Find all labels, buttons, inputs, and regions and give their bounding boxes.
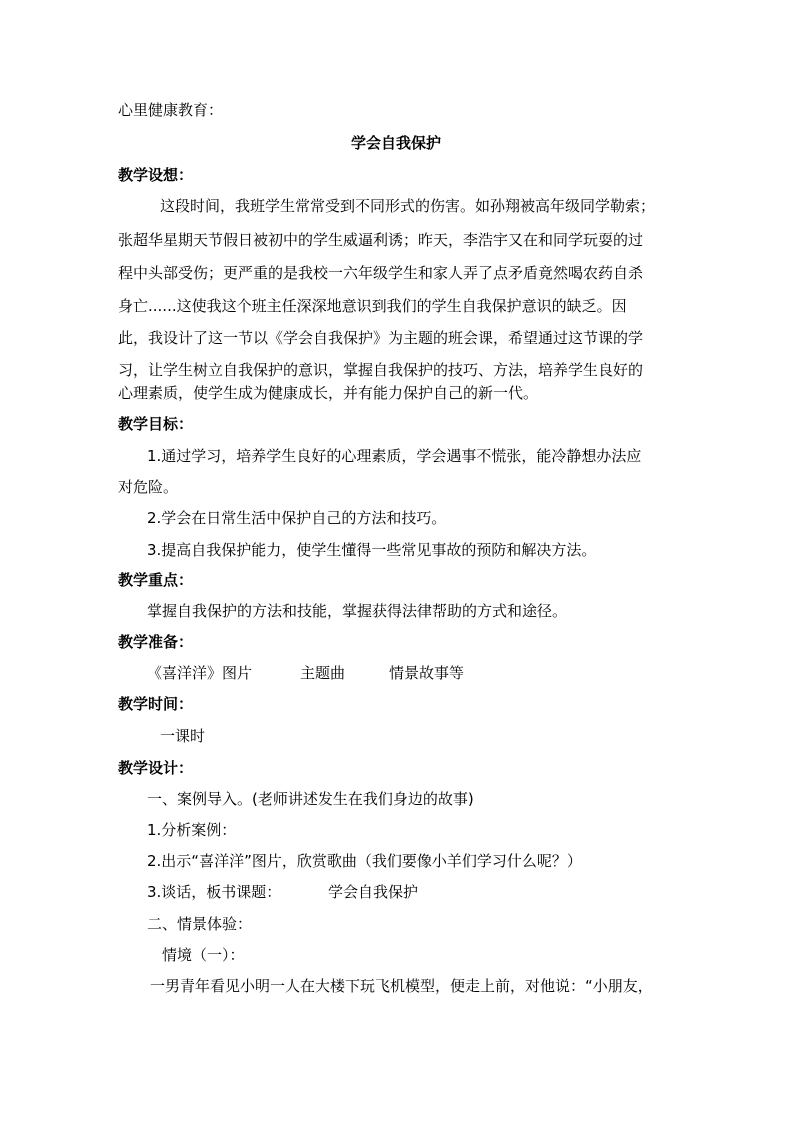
- design-step-topic: 学会自我保护: [328, 883, 419, 901]
- heading-key-points: 教学重点：: [118, 571, 194, 589]
- paragraph-line: 张超华星期天节假日被初中的学生威逼利诱；昨天，李浩宇又在和同学玩耍的过: [118, 231, 644, 249]
- paragraph-line: 习，让学生树立自我保护的意识，掌握自我保护的技巧、方法，培养学生良好的: [118, 361, 644, 379]
- goal-item: 2.学会在日常生活中保护自己的方法和技巧。: [147, 509, 447, 527]
- paragraph-line: 程中头部受伤；更严重的是我校一六年级学生和家人弄了点矛盾竟然喝农药自杀: [118, 264, 644, 282]
- paragraph-line: 身亡......这使我这个班主任深深地意识到我们的学生自我保护意识的缺乏。因: [118, 297, 627, 315]
- heading-time: 教学时间：: [118, 695, 194, 713]
- scenario-text: 一男青年看见小明一人在大楼下玩飞机模型，便走上前，对他说：“小朋友，: [150, 977, 653, 995]
- scenario-label: 情境（一）：: [162, 946, 245, 964]
- design-step: 2.出示“喜洋洋”图片，欣赏歌曲（我们要像小羊们学习什么呢？）: [147, 852, 582, 870]
- key-point-text: 掌握自我保护的方法和技能，掌握获得法律帮助的方式和途径。: [147, 602, 568, 620]
- goal-item: 1.通过学习，培养学生良好的心理素质，学会遇事不慌张，能冷静想办法应: [147, 447, 642, 465]
- subject-line: 心里健康教育：: [118, 101, 224, 119]
- design-step: 二、情景体验：: [147, 915, 253, 933]
- paragraph-line: 此，我设计了这一节以《学会自我保护》为主题的班会课，希望通过这节课的学: [118, 329, 644, 347]
- preparation-item: 主题曲: [300, 664, 346, 682]
- goal-item: 3.提高自我保护能力，使学生懂得一些常见事故的预防和解决方法。: [147, 541, 597, 559]
- heading-preparation: 教学准备：: [118, 633, 194, 651]
- time-text: 一课时: [160, 727, 206, 745]
- design-step: 一、案例导入。(老师讲述发生在我们身边的故事): [147, 790, 474, 808]
- goal-item-continued: 对危险。: [118, 478, 179, 496]
- heading-goals: 教学目标：: [118, 415, 194, 433]
- heading-design: 教学设计：: [118, 759, 194, 777]
- design-step: 1.分析案例：: [147, 821, 237, 839]
- design-step: 3.谈话，板书课题：: [147, 883, 282, 901]
- heading-design-idea: 教学设想：: [118, 166, 194, 184]
- preparation-item: 情景故事等: [389, 664, 465, 682]
- page-title: 学会自我保护: [351, 134, 442, 152]
- preparation-item: 《喜洋洋》图片: [147, 664, 253, 682]
- paragraph-line: 这段时间，我班学生常常受到不同形式的伤害。如孙翔被高年级同学勒索；: [160, 197, 656, 215]
- paragraph-line: 心理素质，使学生成为健康成长，并有能力保护自己的新一代。: [118, 384, 539, 402]
